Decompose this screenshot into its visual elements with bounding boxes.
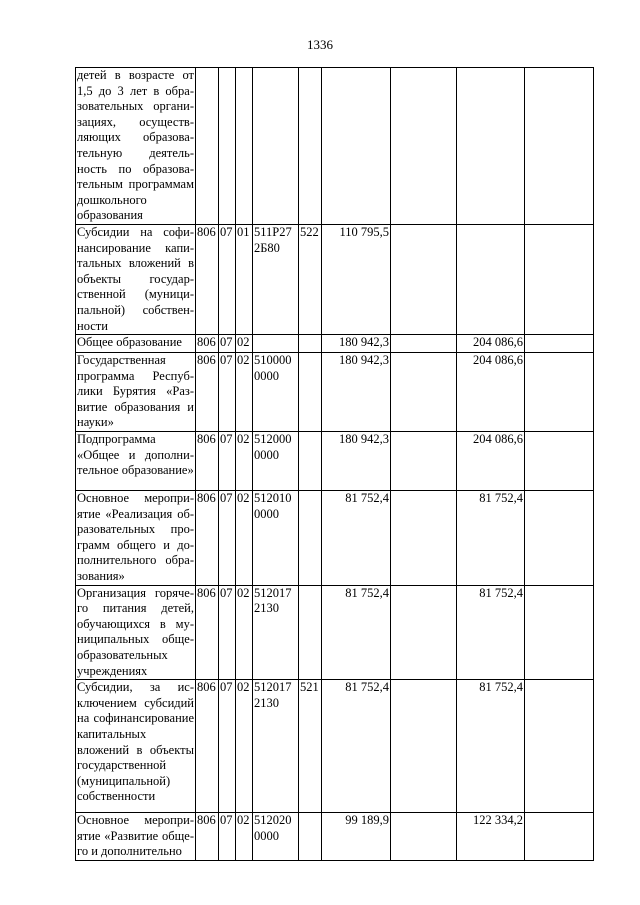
table-row: [76, 335, 594, 353]
grbs-code: 806: [196, 491, 219, 586]
target-article-code: 511P27 2Б80: [253, 224, 299, 334]
expense-type-code: [299, 585, 322, 680]
grbs-code: 806: [196, 335, 219, 353]
table-row: [76, 585, 594, 680]
empty-column-10: [525, 585, 594, 680]
amount-year-2: 204 086,6: [457, 335, 525, 353]
empty-column-10: [525, 224, 594, 334]
amount-year-2: 81 752,4: [457, 585, 525, 680]
subsection-code: 01: [236, 224, 253, 334]
amount-year-1: 81 752,4: [322, 491, 391, 586]
section-code: 07: [219, 432, 236, 491]
row-name: Основное мероприятие «Реализация образовательных программ общего и дополнительного образования»: [76, 491, 196, 586]
target-article-code: 512000 0000: [253, 432, 299, 491]
grbs-code: 806: [196, 432, 219, 491]
section-code: 07: [219, 585, 236, 680]
amount-year-2: [457, 68, 525, 225]
section-code: 07: [219, 680, 236, 813]
table-row: [76, 432, 594, 491]
subsection-code: 02: [236, 813, 253, 861]
target-article-code: 512010 0000: [253, 491, 299, 586]
expense-type-code: [299, 335, 322, 353]
empty-column-8: [391, 491, 457, 586]
section-code: [219, 68, 236, 225]
empty-column-8: [391, 335, 457, 353]
subsection-code: 02: [236, 353, 253, 432]
target-article-code: 512017 2130: [253, 680, 299, 813]
row-name: Субсидии на софинансирование капитальных вложений в объекты государственной (муниципальной) собственности: [76, 224, 196, 334]
table-row: [76, 491, 594, 586]
empty-column-8: [391, 680, 457, 813]
amount-year-1: 81 752,4: [322, 680, 391, 813]
amount-year-1: 110 795,5: [322, 224, 391, 334]
expense-type-code: [299, 432, 322, 491]
target-article-code: [253, 68, 299, 225]
grbs-code: [196, 68, 219, 225]
row-name: Подпрограмма «Общее и дополнительное образование»: [76, 432, 196, 491]
expense-type-code: [299, 68, 322, 225]
expense-type-code: 521: [299, 680, 322, 813]
expense-type-code: [299, 813, 322, 861]
empty-column-8: [391, 813, 457, 861]
subsection-code: [236, 68, 253, 225]
row-name: Основное мероприятие «Развитие общего и дополнительно: [76, 813, 196, 861]
target-article-code: 512017 2130: [253, 585, 299, 680]
subsection-code: 02: [236, 432, 253, 491]
grbs-code: 806: [196, 224, 219, 334]
amount-year-2: 204 086,6: [457, 432, 525, 491]
grbs-code: 806: [196, 585, 219, 680]
table-row: [76, 68, 594, 225]
amount-year-2: 81 752,4: [457, 680, 525, 813]
row-name: Организация горячего питания детей, обучающихся в муниципальных общеобразовательных учреждениях: [76, 585, 196, 680]
expense-type-code: [299, 491, 322, 586]
table-body: [76, 68, 594, 861]
amount-year-1: 180 942,3: [322, 353, 391, 432]
table-row: [76, 680, 594, 813]
empty-column-10: [525, 353, 594, 432]
section-code: 07: [219, 813, 236, 861]
grbs-code: 806: [196, 813, 219, 861]
subsection-code: 02: [236, 585, 253, 680]
amount-year-1: [322, 68, 391, 225]
empty-column-8: [391, 68, 457, 225]
table-row: [76, 224, 594, 334]
section-code: 07: [219, 491, 236, 586]
target-article-code: [253, 335, 299, 353]
table-row: [76, 813, 594, 861]
amount-year-2: 204 086,6: [457, 353, 525, 432]
table-row: [76, 353, 594, 432]
empty-column-8: [391, 432, 457, 491]
empty-column-10: [525, 68, 594, 225]
target-article-code: 510000 0000: [253, 353, 299, 432]
row-name: Государственная программа Республики Бурятия «Развитие образования и науки»: [76, 353, 196, 432]
amount-year-1: 180 942,3: [322, 432, 391, 491]
empty-column-8: [391, 585, 457, 680]
amount-year-1: 180 942,3: [322, 335, 391, 353]
section-code: 07: [219, 224, 236, 334]
section-code: 07: [219, 353, 236, 432]
expense-type-code: 522: [299, 224, 322, 334]
amount-year-2: 122 334,2: [457, 813, 525, 861]
subsection-code: 02: [236, 491, 253, 586]
empty-column-10: [525, 491, 594, 586]
page-number: 1336: [307, 37, 333, 52]
row-name: Общее образование: [76, 335, 196, 353]
grbs-code: 806: [196, 353, 219, 432]
amount-year-1: 99 189,9: [322, 813, 391, 861]
empty-column-10: [525, 335, 594, 353]
row-name: Субсидии, за исключением субсидий на софинансирование капитальных вложений в объекты государственной (муниципальной) собственности: [76, 680, 196, 813]
amount-year-2: 81 752,4: [457, 491, 525, 586]
empty-column-8: [391, 224, 457, 334]
section-code: 07: [219, 335, 236, 353]
amount-year-2: [457, 224, 525, 334]
empty-column-10: [525, 813, 594, 861]
grbs-code: 806: [196, 680, 219, 813]
empty-column-10: [525, 680, 594, 813]
target-article-code: 512020 0000: [253, 813, 299, 861]
empty-column-8: [391, 353, 457, 432]
row-name: детей в возрасте от 1,5 до 3 лет в образовательных организациях, осуществляющих образовательную деятельность по образовательным программам дошкольного образования: [76, 68, 196, 225]
amount-year-1: 81 752,4: [322, 585, 391, 680]
expense-type-code: [299, 353, 322, 432]
budget-table: [75, 67, 594, 861]
subsection-code: 02: [236, 680, 253, 813]
empty-column-10: [525, 432, 594, 491]
subsection-code: 02: [236, 335, 253, 353]
